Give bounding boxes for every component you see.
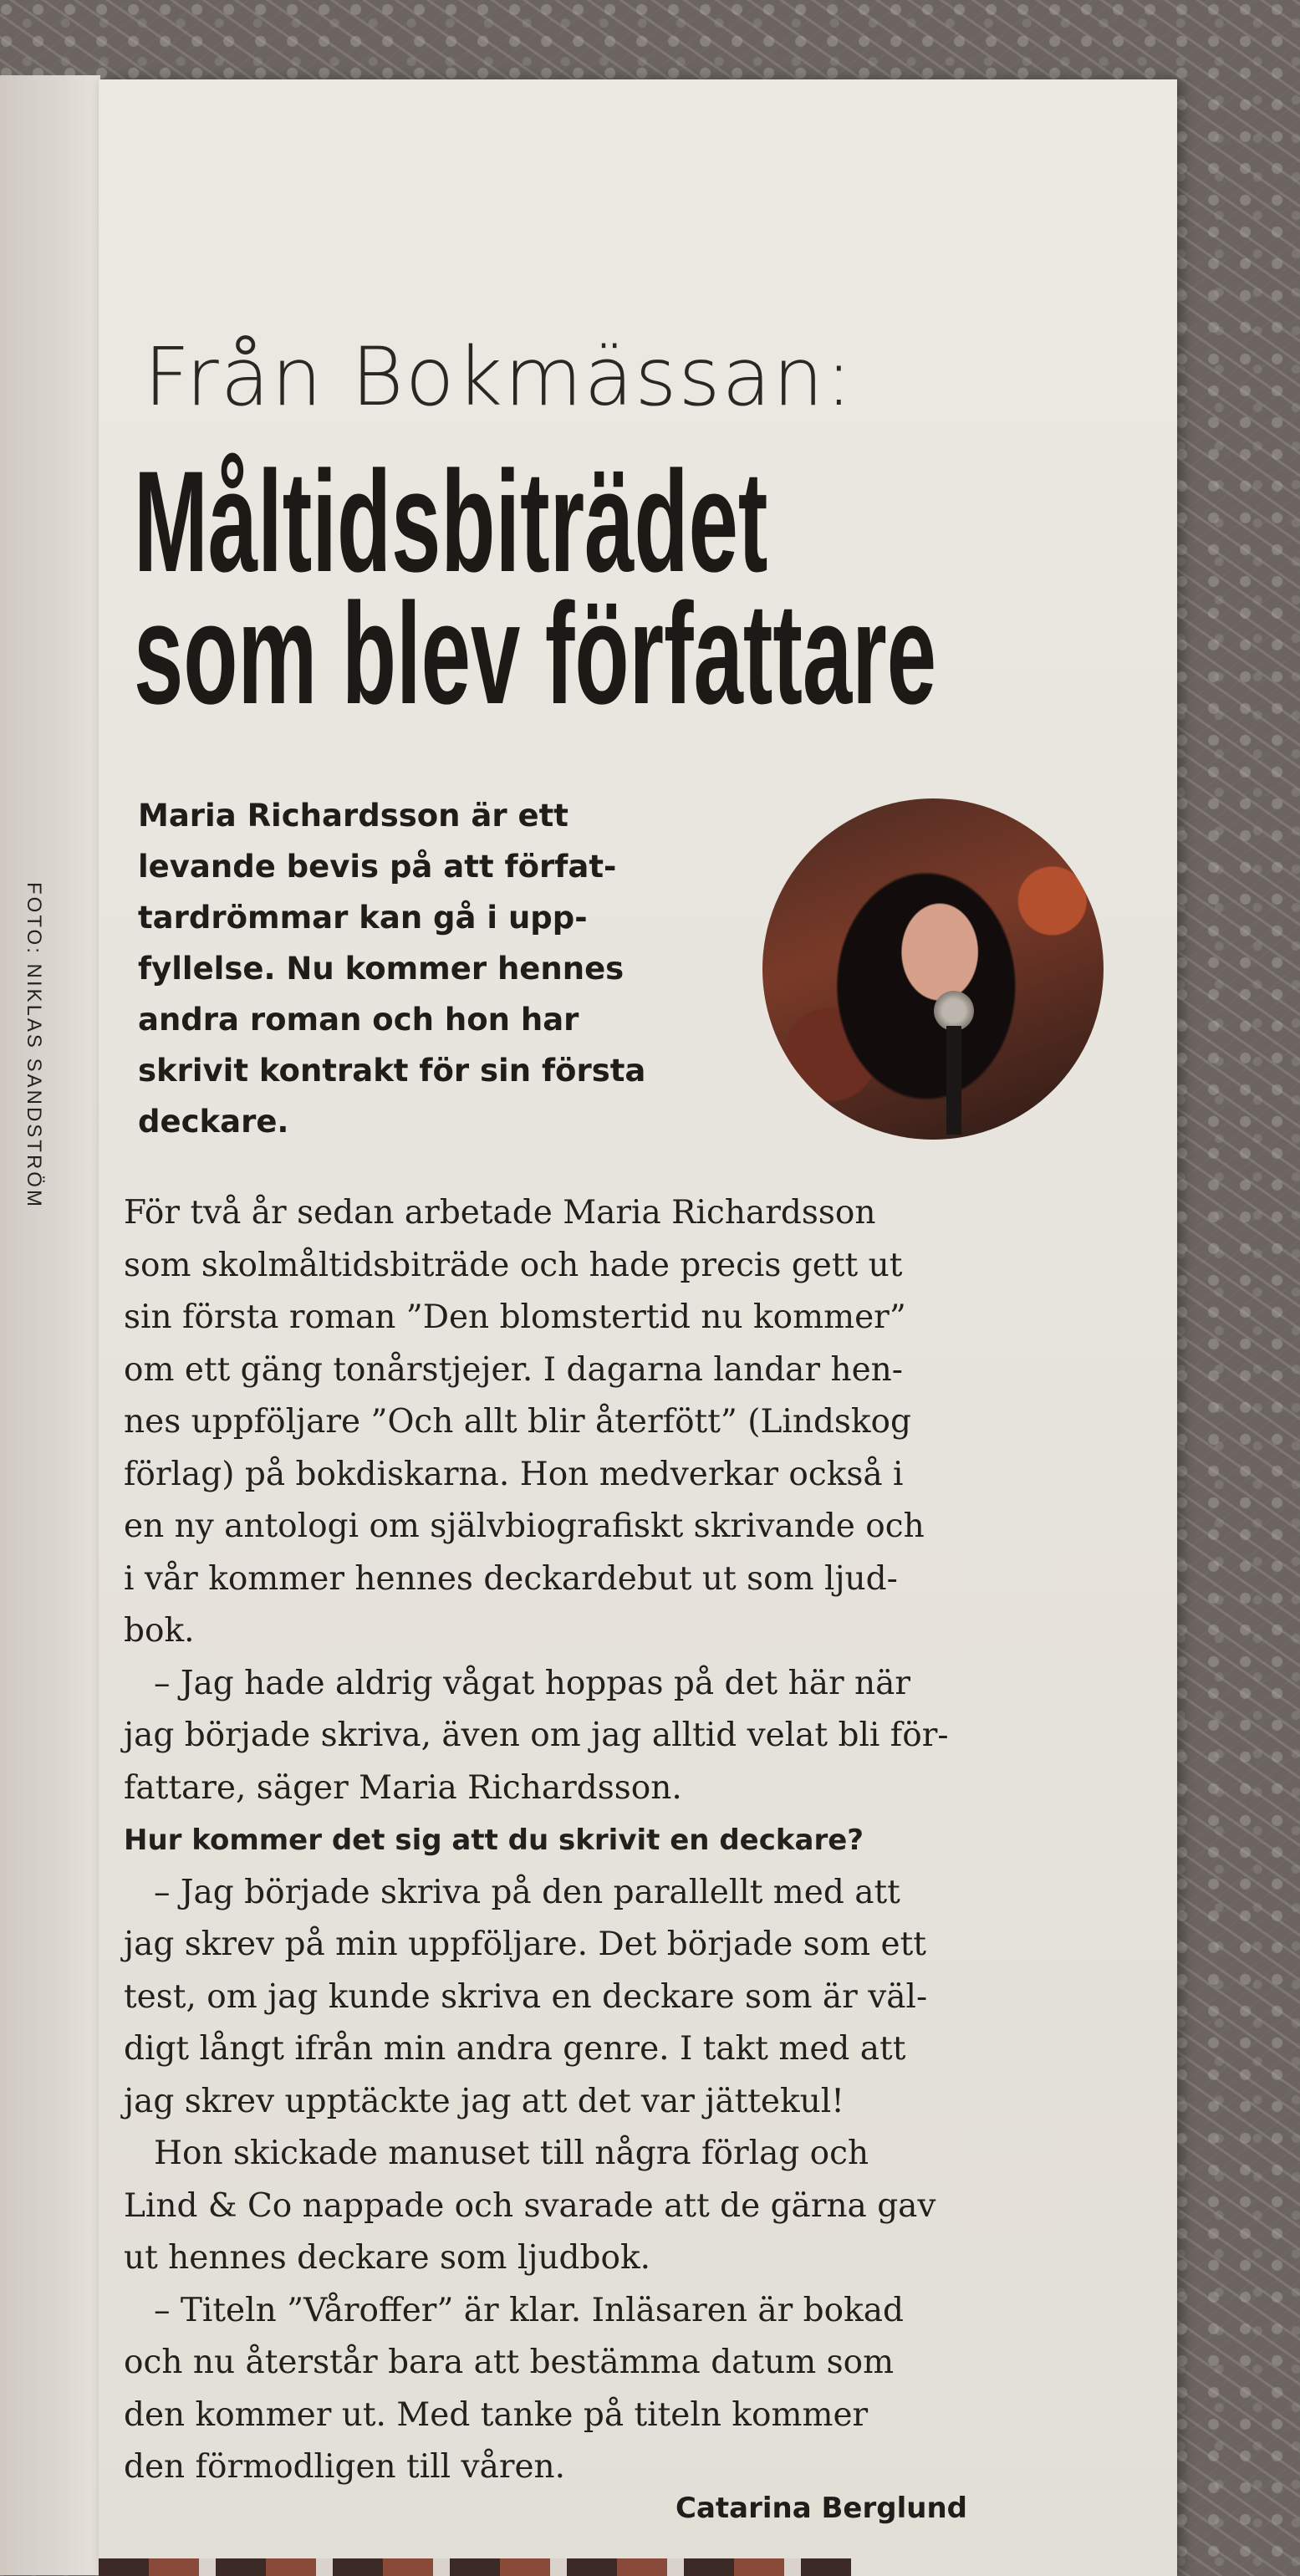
photo-credit: FOTO: NIKLAS SANDSTRÖM <box>23 882 45 1209</box>
body-line: den förmodligen till våren. <box>124 2448 566 2486</box>
body-line: – Titeln ”Våroffer” är klar. Inläsaren är bokad <box>154 2291 904 2329</box>
body-line: test, om jag kunde skriva en deckare som är väl- <box>124 1977 928 2016</box>
body-line: fattare, säger Maria Richardsson. <box>124 1768 682 1807</box>
ingress-line: fyllelse. Nu kommer hennes <box>138 951 625 987</box>
previous-page-edge <box>0 75 100 2575</box>
body-line: ut hennes deckare som ljudbok. <box>124 2239 650 2277</box>
body-line: digt långt ifrån min andra genre. I takt med att <box>124 2030 906 2068</box>
kicker: Från Bokmässan: <box>144 330 854 424</box>
body-line: Hon skickade manuset till några förlag och <box>154 2135 869 2172</box>
body-line: jag skrev upptäckte jag att det var jättekul! <box>124 2082 844 2120</box>
body-line: förlag) på bokdiskarna. Hon medverkar också i <box>124 1455 904 1493</box>
headline <box>134 441 937 734</box>
interview-question: Hur kommer det sig att du skrivit en deckare? <box>124 1824 864 1857</box>
body-line: en ny antologi om självbiografiskt skrivande och <box>124 1507 925 1545</box>
body-line: och nu återstår bara att bestämma datum som <box>124 2344 895 2381</box>
body-line: som skolmåltidsbiträde och hade precis gett ut <box>124 1246 903 1284</box>
body-line: nes uppföljare ”Och allt blir återfött” (Lindskog <box>124 1403 911 1441</box>
headline-line: som blev författare <box>134 574 937 734</box>
byline: Catarina Berglund <box>675 2492 967 2525</box>
body-line: bok. <box>124 1612 195 1650</box>
body-line: – Jag hade aldrig vågat hoppas på det här när <box>154 1664 911 1702</box>
body-line: För två år sedan arbetade Maria Richardsson <box>124 1194 876 1232</box>
ingress-line: Maria Richardsson är ett <box>138 798 568 834</box>
author-portrait-photo <box>762 798 1104 1140</box>
article-body <box>124 1187 1027 2494</box>
ingress-line: levande bevis på att förfat- <box>138 849 617 885</box>
body-line: jag skrev på min uppföljare. Det började som ett <box>124 1926 926 1963</box>
microphone-handle <box>946 1026 961 1135</box>
body-line: – Jag började skriva på den parallellt med att <box>154 1873 900 1911</box>
body-line: sin första roman ”Den blomstertid nu kommer” <box>124 1298 906 1336</box>
ingress <box>138 790 723 1147</box>
next-page-strip <box>99 2558 851 2576</box>
ingress-line: deckare. <box>138 1104 289 1140</box>
body-line: jag började skriva, även om jag alltid velat bli för- <box>124 1716 949 1754</box>
body-line: Lind & Co nappade och svarade att de gärna gav <box>124 2186 936 2225</box>
headline-line: Måltidsbiträdet <box>134 441 768 602</box>
body-line: den kommer ut. Med tanke på titeln kommer <box>124 2395 869 2434</box>
body-line: om ett gäng tonårstjejer. I dagarna landar hen- <box>124 1350 903 1389</box>
ingress-line: tardrömmar kan gå i upp- <box>138 900 588 936</box>
body-line: i vår kommer hennes deckardebut ut som ljud- <box>124 1559 898 1598</box>
ingress-line: skrivit kontrakt för sin första <box>138 1053 646 1089</box>
ingress-line: andra roman och hon har <box>138 1002 579 1038</box>
microphone-icon <box>934 991 974 1031</box>
